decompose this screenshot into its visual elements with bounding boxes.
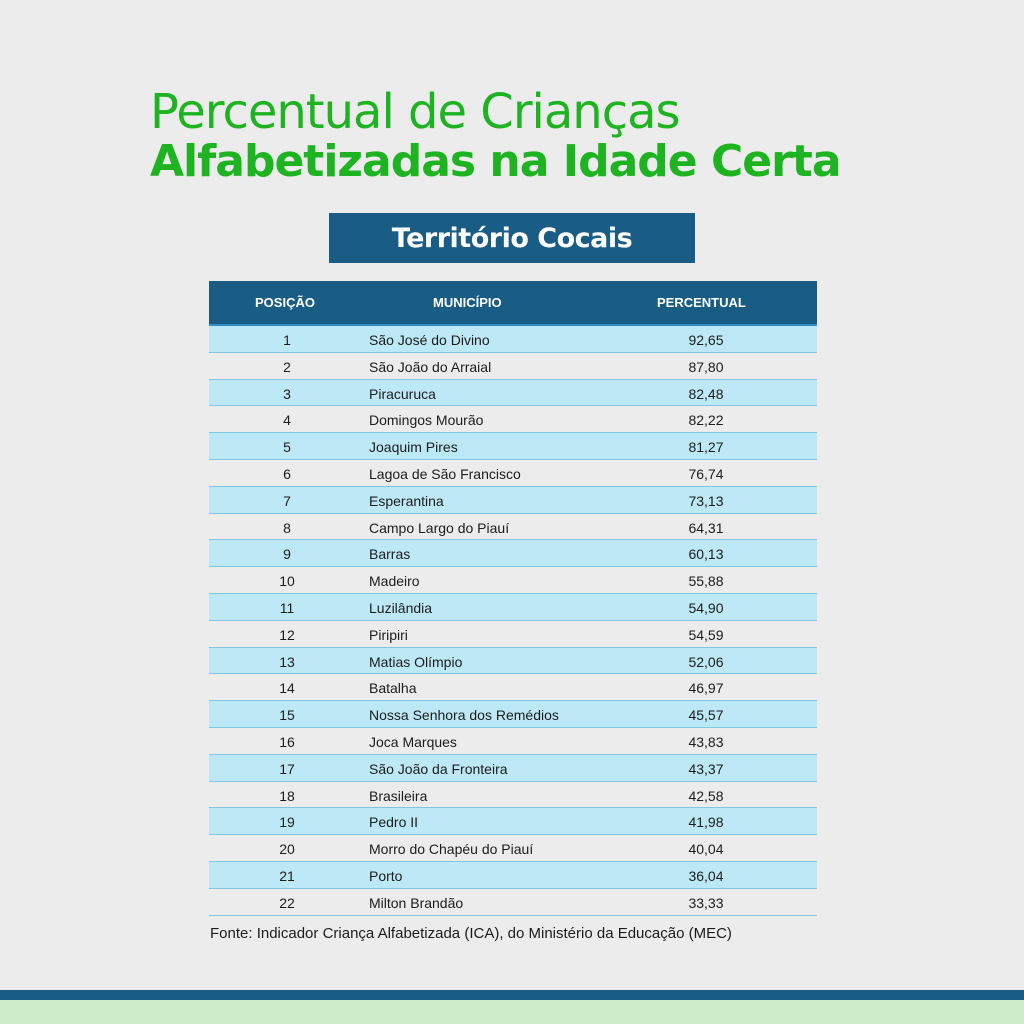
row-percent: 60,13 [688, 546, 724, 563]
row-position: 19 [279, 814, 295, 831]
row-municipality: Madeiro [369, 573, 420, 590]
table-row [209, 540, 817, 567]
ranking-table [209, 281, 817, 916]
table-row [209, 353, 817, 380]
table-body [209, 326, 817, 916]
table-row [209, 755, 817, 782]
row-position: 12 [279, 626, 295, 643]
row-position: 18 [279, 787, 295, 804]
row-municipality: Pedro II [369, 814, 419, 831]
footer-band-dark [0, 990, 1024, 1000]
row-municipality: Lagoa de São Francisco [369, 465, 521, 482]
table-row [209, 862, 817, 889]
row-municipality: Nossa Senhora dos Remédios [369, 707, 559, 724]
row-percent: 36,04 [688, 867, 724, 884]
row-position: 4 [283, 412, 291, 429]
table-row [209, 648, 817, 675]
row-municipality: Matias Olímpio [369, 653, 463, 670]
row-municipality: Milton Brandão [369, 894, 464, 911]
table-row [209, 460, 817, 487]
row-position: 20 [279, 841, 295, 858]
page-title [150, 86, 841, 186]
row-percent: 43,83 [688, 733, 724, 750]
row-municipality: Morro do Chapéu do Piauí [369, 841, 534, 858]
table-row [209, 380, 817, 407]
footer-band-light [0, 1000, 1024, 1024]
row-position: 9 [283, 546, 291, 563]
row-position: 13 [279, 653, 295, 670]
table-row [209, 326, 817, 353]
row-municipality: São João da Fronteira [369, 760, 508, 777]
row-position: 7 [283, 492, 291, 509]
header-municipality: MUNICÍPIO [433, 295, 502, 310]
row-percent: 64,31 [688, 519, 724, 536]
row-percent: 45,57 [688, 707, 724, 724]
table-row [209, 406, 817, 433]
row-position: 6 [283, 465, 291, 482]
row-percent: 92,65 [688, 332, 724, 348]
row-municipality: Batalha [369, 680, 417, 697]
table-header [209, 281, 817, 326]
row-percent: 46,97 [688, 680, 724, 697]
table-row [209, 835, 817, 862]
row-percent: 54,90 [688, 599, 724, 616]
row-position: 17 [279, 760, 295, 777]
table-row [209, 567, 817, 594]
table-row [209, 674, 817, 701]
row-municipality: Piracuruca [369, 385, 436, 402]
territory-banner: Território Cocais [329, 213, 695, 263]
table-row [209, 701, 817, 728]
source-note: Fonte: Indicador Criança Alfabetizada (ICA), do Ministério da Educação (MEC) [210, 925, 732, 942]
row-position: 10 [279, 573, 295, 590]
header-percent: PERCENTUAL [657, 295, 746, 310]
row-percent: 73,13 [688, 492, 724, 509]
row-position: 3 [283, 385, 291, 402]
row-percent: 76,74 [688, 465, 724, 482]
row-percent: 87,80 [688, 358, 724, 375]
row-position: 8 [283, 519, 291, 536]
row-percent: 54,59 [688, 626, 724, 643]
row-position: 14 [279, 680, 295, 697]
row-municipality: Piripiri [369, 626, 408, 643]
row-position: 11 [279, 599, 295, 616]
row-percent: 55,88 [688, 573, 724, 590]
row-municipality: Esperantina [369, 492, 444, 509]
table-row [209, 808, 817, 835]
row-municipality: Brasileira [369, 787, 428, 804]
table-row [209, 728, 817, 755]
row-municipality: Joca Marques [369, 733, 457, 750]
row-municipality: Joaquim Pires [369, 439, 458, 456]
row-position: 1 [283, 332, 291, 348]
row-municipality: Barras [369, 546, 411, 563]
row-percent: 52,06 [688, 653, 724, 670]
row-position: 22 [279, 894, 295, 911]
title-line-2: Alfabetizadas na Idade Certa [150, 136, 841, 187]
title-line-1: Percentual de Crianças [150, 84, 680, 140]
row-municipality: São João do Arraial [369, 358, 492, 375]
row-percent: 40,04 [688, 841, 724, 858]
row-municipality: Domingos Mourão [369, 412, 484, 429]
table-row [209, 889, 817, 916]
row-percent: 42,58 [688, 787, 724, 804]
table-row [209, 487, 817, 514]
row-municipality: São José do Divino [369, 332, 490, 348]
row-municipality: Luzilândia [369, 599, 433, 616]
table-row [209, 782, 817, 809]
row-position: 16 [279, 733, 295, 750]
row-percent: 82,22 [688, 412, 724, 429]
header-position: POSIÇÃO [255, 295, 315, 310]
row-position: 5 [283, 439, 291, 456]
row-position: 21 [279, 867, 295, 884]
row-percent: 43,37 [688, 760, 724, 777]
row-percent: 81,27 [688, 439, 724, 456]
row-municipality: Campo Largo do Piauí [369, 519, 510, 536]
row-position: 2 [283, 358, 291, 375]
table-row [209, 594, 817, 621]
row-position: 15 [279, 707, 295, 724]
table-row [209, 621, 817, 648]
row-percent: 82,48 [688, 385, 724, 402]
row-percent: 41,98 [688, 814, 724, 831]
table-row [209, 514, 817, 541]
row-percent: 33,33 [688, 894, 724, 911]
row-municipality: Porto [369, 867, 403, 884]
table-row [209, 433, 817, 460]
